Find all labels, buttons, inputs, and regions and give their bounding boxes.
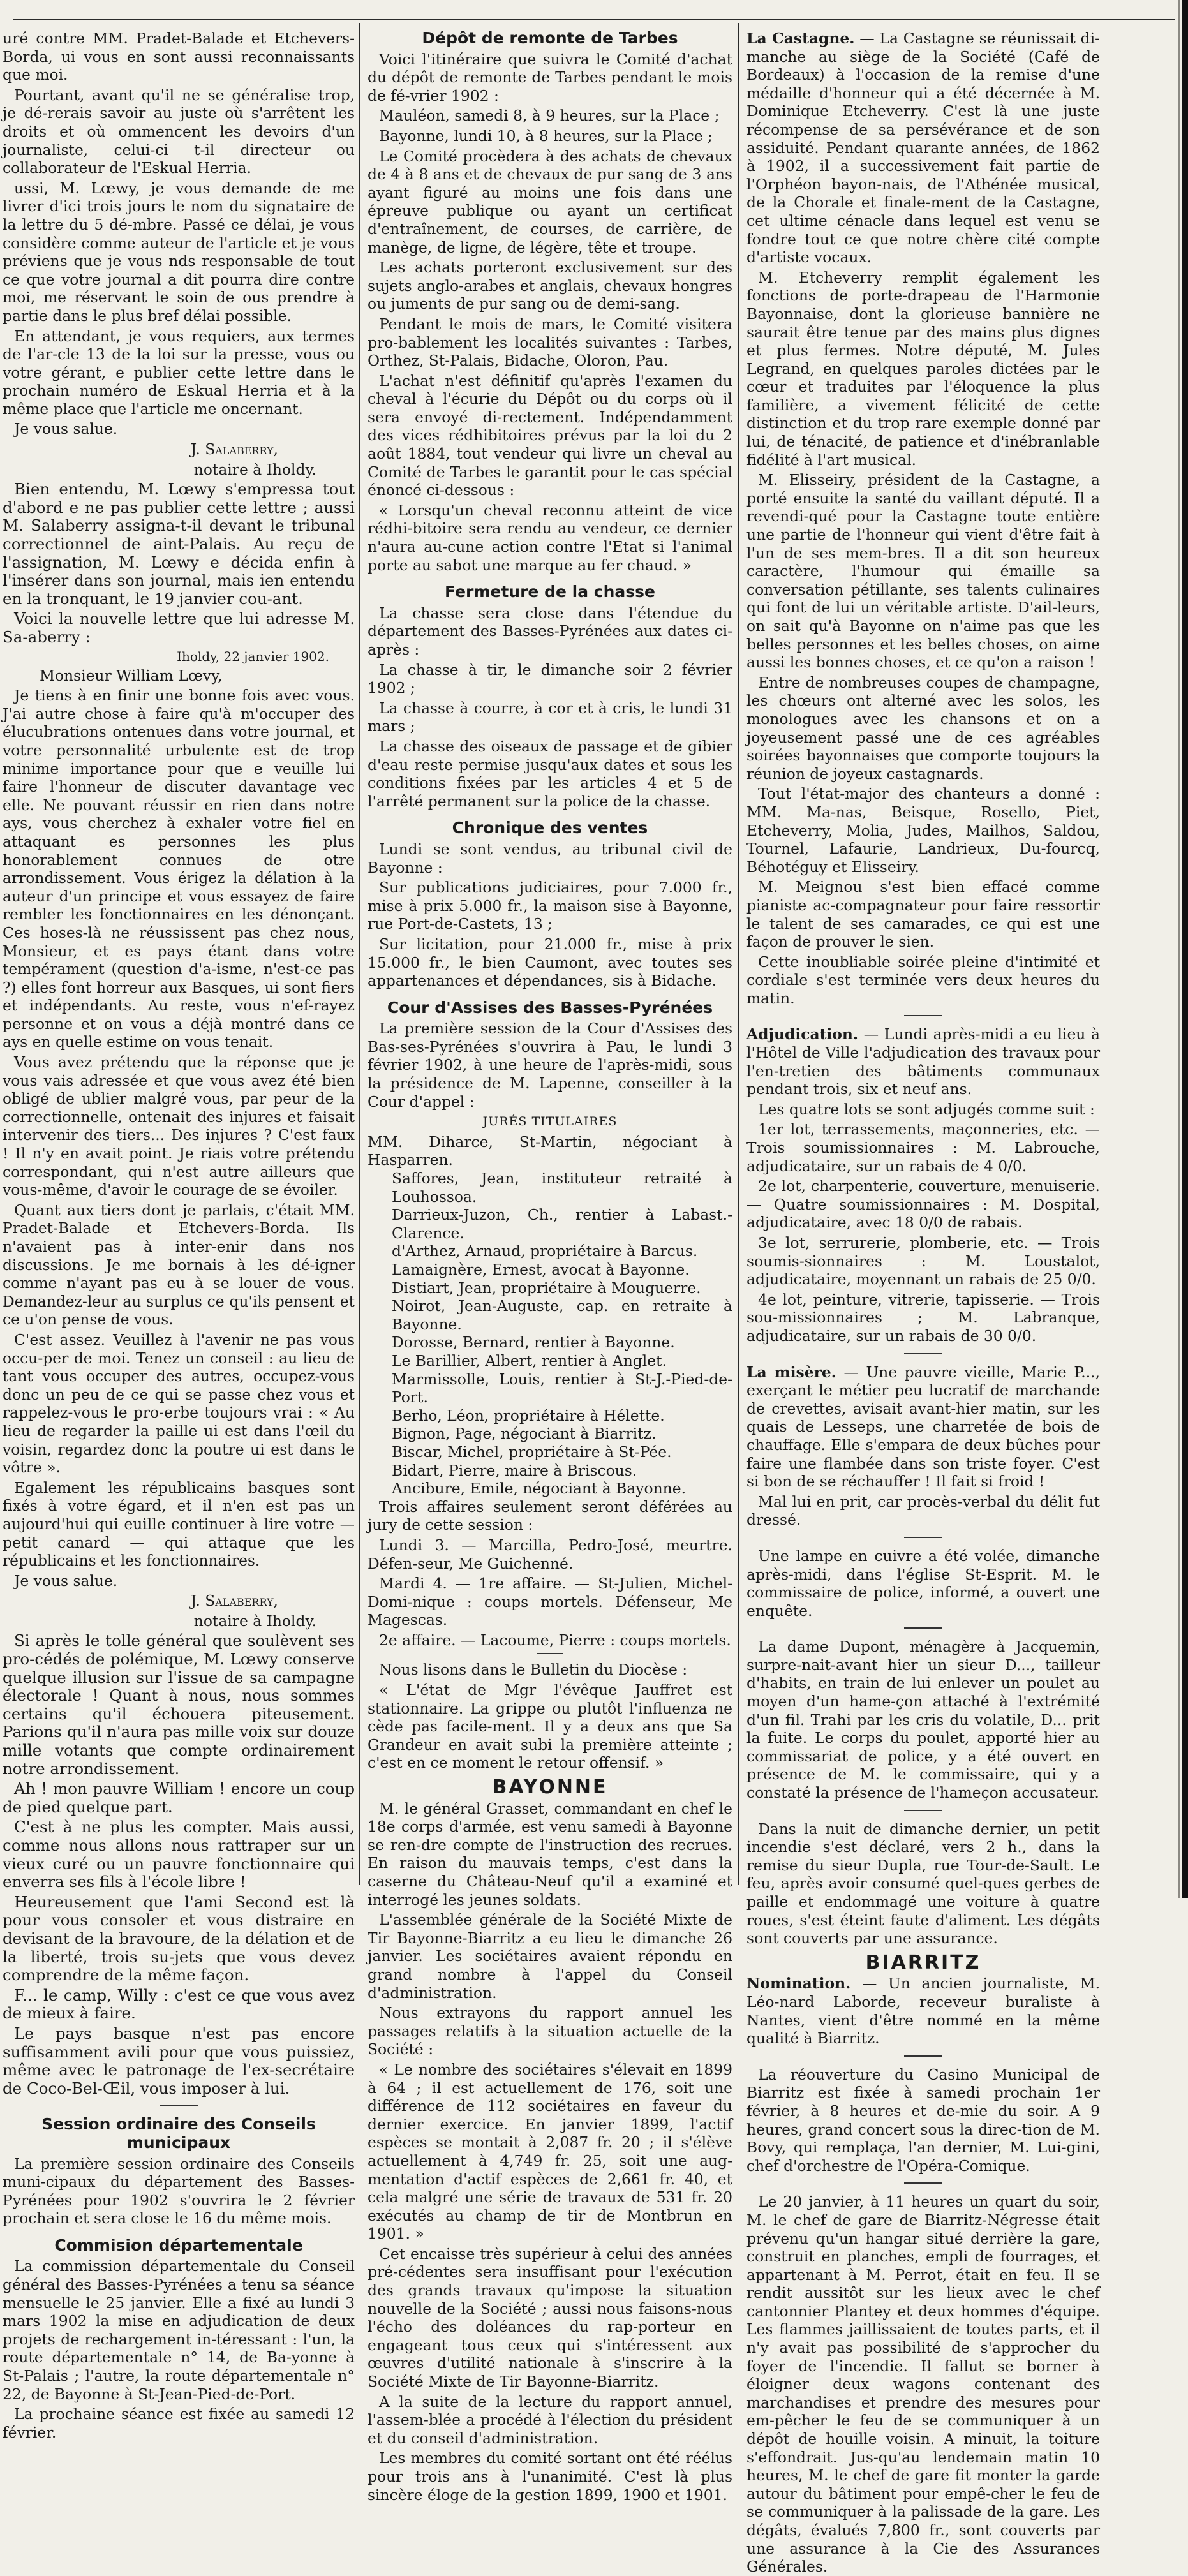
- column-rule-1: [359, 23, 360, 1885]
- list-item: Le Barillier, Albert, rentier à Anglet.: [392, 1351, 667, 1370]
- paragraph: La réouverture du Casino Municipal de Biarritz est fixée à samedi prochain 1er février, à 8 heures et de-mie du soir. A 9 heures, grand concert sous la direc-tion de M. Bovy, qui remplaça, l'an dernier, M. Lui-gini, chef d'orchestre de l'Opéra-Comique.: [746, 2065, 1100, 2175]
- signature-title: notaire à Iholdy.: [193, 460, 316, 478]
- jures-title: JURÉS TITULAIRES: [482, 1114, 618, 1129]
- paragraph: La chasse des oiseaux de passage et de gibier d'eau reste permise jusqu'aux dates et sous les conditions fixées par les articles 4 et 5 de l'arrêté permanent sur la police de la chasse.: [368, 737, 732, 810]
- paragraph: La chasse sera close dans l'étendue du département des Basses-Pyrénées aux dates ci-après :: [368, 603, 732, 658]
- paragraph: Mauléon, samedi 8, à 9 heures, sur la Place ;: [379, 107, 720, 125]
- column-1: [3, 29, 355, 2441]
- paragraph: En attendant, je vous requiers, aux termes de l'ar-cle 13 de la loi sur la presse, vous ou votre gérant, e publier cette lettre dans le prochain numéro de Eskual Herria et à la même place que l'article me oncernant.: [3, 327, 355, 418]
- paragraph: L'assemblée générale de la Société Mixte de Tir Bayonne-Biarritz a eu lieu le dimanche 26 janvier. Les sociétaires avaient répondu en grand nombre à l'appel du Conseil d'administration.: [368, 1911, 732, 2002]
- signature-name: J. Salaberry,: [190, 1592, 278, 1610]
- paragraph: 1er lot, terrassements, maçonneries, etc. — Trois soumissionnaires : M. Labrouche, adjudicataire, sur un rabais de 4 0/0.: [746, 1120, 1100, 1175]
- divider: [904, 2182, 942, 2184]
- paragraph: Entre de nombreuses coupes de champagne, les chœurs ont alterné avec les solos, les monologues avec les chansons et on a joyeusement passé une de ces agréables soirées bayonnaises que comporte toujours la réunion de joyeux castagnards.: [746, 673, 1100, 783]
- paragraph: F... le camp, Willy : c'est ce que vous avez de mieux à faire.: [3, 1985, 355, 2023]
- list-item: Darrieux-Juzon, Ch., rentier à Labast.-Clarence.: [392, 1206, 732, 1242]
- kicker: La Castagne.: [746, 29, 855, 47]
- paragraph-adjudication: [746, 1025, 1100, 1098]
- paragraph: Lundi 3. — Marcilla, Pedro-José, meurtre. Défen-seur, Me Guichenné.: [368, 1536, 732, 1573]
- paragraph: Pendant le mois de mars, le Comité visitera pro-bablement les localités suivantes : Tarbes, Orthez, St-Palais, Bidache, Oloron, Pau.: [368, 315, 732, 370]
- list-item: Bignon, Page, négociant à Biarritz.: [392, 1425, 657, 1443]
- paragraph: Les quatre lots se sont adjugés comme suit :: [758, 1100, 1095, 1118]
- paragraph: La chasse à courre, à cor et à cris, le lundi 31 mars ;: [368, 699, 732, 736]
- divider: [904, 1810, 942, 1811]
- paragraph: Quant aux tiers dont je parlais, c'était MM. Pradet-Balade et Etchevers-Borda. Ils n'avaient pas à inter-enir dans nos discussions. Je me bornais à les dé-igner comme n'ayant pas eu à se louer de vous. Demandez-leur au surplus ce qu'ils pensent et ce u'on pense de vous.: [3, 1201, 355, 1329]
- paragraph: Nous extrayons du rapport annuel les passages relatifs à la situation actuelle de la Société :: [368, 2004, 732, 2059]
- heading-commission: Commision départementale: [54, 2235, 303, 2254]
- heading-chronique-ventes: Chronique des ventes: [452, 818, 648, 838]
- divider: [537, 1653, 563, 1654]
- page-edge: [1182, 0, 1188, 1898]
- paragraph-text: — Lundi après-midi a eu lieu à l'Hôtel de Ville l'adjudication des travaux pour l'en-tretien des bâtiments communaux pendant trois, six et neuf ans.: [746, 1025, 1100, 1099]
- paragraph: Cette inoubliable soirée pleine d'intimité et cordiale s'est terminée vers deux heures du matin.: [746, 952, 1100, 1007]
- heading-session-conseils: Session ordinaire des Conseils municipaux: [41, 2115, 316, 2152]
- paragraph-misere: [746, 1363, 1100, 1491]
- paragraph: Dans la nuit de dimanche dernier, un petit incendie s'est déclaré, vers 2 h., dans la remise du sieur Dupla, rue Tour-de-Sault. Le feu, après avoir consumé quel-ques gerbes de paille et endommagé une voiture à quatre roues, s'est éteint faute d'aliment. Les dégâts sont couverts par une assurance.: [746, 1819, 1100, 1948]
- paragraph: Le Comité procèdera à des achats de chevaux de 4 à 8 ans et de chevaux de pur sang de 3 ans ayant figuré au moins une fois dans une épreuve publique ou ayant un certificat d'entraînement, de courses, de carrière, de manège, de ligne, de légère, tête et troupe.: [368, 147, 732, 256]
- paragraph: Une lampe en cuivre a été volée, dimanche après-midi, dans l'église St-Esprit. M. le commissaire de police, informé, a ouvert une enquête.: [746, 1546, 1100, 1620]
- paragraph: Ah ! mon pauvre William ! encore un coup de pied quelque part.: [3, 1779, 355, 1816]
- paragraph: M. Meignou s'est bien effacé comme pianiste ac-compagnateur pour faire ressortir le talent de ses camarades, ce qui est une façon de prouver le sien.: [746, 878, 1100, 951]
- kicker: La misère.: [746, 1363, 836, 1381]
- heading-cour-assises: Cour d'Assises des Basses-Pyrénées: [387, 998, 713, 1017]
- paragraph: L'achat n'est définitif qu'après l'examen du cheval à l'écurie du Dépôt ou du corps où il sera envoyé di-rectement. Indépendamment des vices rédhibitoires prévus par la loi du 2 août 1884, tout vendeur qui livre un cheval au Comité de Tarbes le garantit pour le cas spécial énoncé ci-dessous :: [368, 371, 732, 500]
- paragraph: Sur licitation, pour 21.000 fr., mise à prix 15.000 fr., le bien Caumont, avec toutes ses appartenances et dépendances, sis à Bidache.: [368, 935, 732, 990]
- list-item: Biscar, Michel, propriétaire à St-Pée.: [392, 1442, 672, 1461]
- paragraph: Bayonne, lundi 10, à 8 heures, sur la Place ;: [379, 126, 713, 145]
- paragraph: Les achats porteront exclusivement sur des sujets anglo-arabes et anglais, chevaux hongres ou juments de pur sang ou de demi-sang.: [368, 258, 732, 313]
- paragraph: La dame Dupont, ménagère à Jacquemin, surpre-nait-avant hier un sieur D..., tailleur d'habits, en train de lui enlever un poulet au moyen d'un hame-çon attaché à l'extrémité d'un fil. Trahi par les cris du volatile, D... prit la fuite. Le corps du poulet, apporté hier au commissariat de police, y a été ouvert en présence de M. le commissaire, qui y a constaté la présence de l'hameçon accusateur.: [746, 1638, 1100, 1802]
- column-rule-2: [738, 23, 739, 1885]
- paragraph-text: — Un ancien journaliste, M. Léo-nard Laborde, receveur buraliste à Nantes, vient d'être nommé en la même qualité à Biarritz.: [746, 1974, 1101, 2048]
- list-item: Lamaignère, Ernest, avocat à Bayonne.: [392, 1261, 690, 1278]
- paragraph: Je vous salue.: [14, 1571, 118, 1590]
- paragraph: Pourtant, avant qu'il ne se généralise trop, je dé-rerais savoir au juste où s'arrêtent les droits et où ommencent les devoirs d'un journaliste, celui-ci t-il directeur ou collaborateur de l'Eskual Herria.: [3, 85, 355, 177]
- paragraph: Voici la nouvelle lettre que lui adresse M. Sa-aberry :: [3, 609, 355, 646]
- paragraph: Mal lui en prit, car procès-verbal du délit fut dressé.: [746, 1492, 1100, 1529]
- paragraph: Vous avez prétendu que la réponse que je vous vais adressée et que vous avez été bien obligé de ublier malgré vous, par peur de la correctionnelle, ontenait des injures et faisait intervenir des tiers... Des injures ? C'est faux ! Il n'y en avait point. Je riais votre prétendu correspondant, qui n'est autre ailleurs que vous-même, d'avoir le courage de se évoiler.: [3, 1053, 355, 1199]
- paragraph: Heureusement que l'ami Second est là pour vous consoler et vous distraire en devisant de la bravoure, de la délation et de la liberté, trois su-jets que vous devez comprendre de la même façon.: [3, 1892, 355, 1985]
- paragraph: Tout l'état-major des chanteurs a donné : MM. Ma-nas, Beisque, Rosello, Piet, Etcheverry, Molia, Judes, Mailhos, Saldou, Tournel, Lafaurie, Landrieux, Du-fourcq, Béhotéguy et Elisseiry.: [746, 785, 1100, 876]
- divider: [904, 2055, 942, 2057]
- paragraph: 3e lot, serrurerie, plomberie, etc. — Trois soumis-sionnaires : M. Loustalot, adjudicataire, moyennant un rabais de 25 0/0.: [746, 1234, 1100, 1289]
- signature-name: J. Salaberry,: [190, 440, 278, 459]
- column-2: [368, 29, 732, 2504]
- list-item: Bidart, Pierre, maire à Briscous.: [392, 1461, 637, 1479]
- paragraph: Les membres du comité sortant ont été réélus pour trois ans à l'unanimité. C'est là plus sincère éloge de la gestion 1899, 1900 et 1901.: [368, 2449, 732, 2504]
- salutation: Monsieur William Lœvy,: [40, 666, 223, 685]
- list-item: Marmissolle, Louis, rentier à St-J.-Pied-de-Port.: [392, 1370, 732, 1407]
- paragraph: Le 20 janvier, à 11 heures un quart du soir, M. le chef de gare de Biarritz-Négresse était prévenu qu'un hangar situé derrière la gare, construit en planches, empli de fourrages, et appartenant à M. Perrot, était en feu. Il se rendit aussitôt sur les lieux avec le chef cantonnier Plantey et deux hommes d'équipe. Les flammes jaillissaient de toutes parts, et il n'y avait pas possibilité de s'approcher du foyer de l'incendie. Il fallut se borner à éloigner deux wagons contenant des marchandises et prendre des mesures pour em-pêcher le feu de se communiquer à un dépôt de houille voisin. A minuit, la toiture s'effondrait. Jus-qu'au lendemain matin 10 heures, M. le chef de gare fit monter la garde autour du bâtiment pour empê-cher le feu de se communiquer à la palissade de la gare. Les dégâts, évalués 7,800 fr., sont couverts par une assurance à la Cie des Assurances Générales.: [746, 2193, 1100, 2576]
- list-item: Noirot, Jean-Auguste, cap. en retraite à Bayonne.: [392, 1297, 732, 1333]
- heading-fermeture-chasse: Fermeture de la chasse: [445, 582, 655, 602]
- paragraph: La prochaine séance est fixée au samedi 12 février.: [3, 2405, 355, 2441]
- paragraph: « L'état de Mgr l'évêque Jauffret est stationnaire. La grippe ou plutôt l'influenza ne cède pas facile-ment. Il y a deux ans que Sa Grandeur en avait subi la première atteinte ; c'est en ce moment le retour offensif. »: [368, 1681, 732, 1772]
- divider: [904, 1537, 942, 1538]
- paragraph: 2e affaire. — Lacoume, Pierre : coups mortels.: [379, 1631, 731, 1649]
- paragraph: M. Etcheverry remplit également les fonctions de porte-drapeau de l'Harmonie Bayonnaise, dont la glorieuse bannière ne saurait être tenue par des mains plus dignes et plus fermes. Notre député, M. Jules Legrand, en quelques paroles dictées par le cœur et traduites par l'éloquence la plus familière, a vivement félicité de cette distinction et du trop rare exemple donné par lui, de ténacité, de patience et d'inébranlable fidélité à l'art musical.: [746, 268, 1100, 469]
- heading-depot-remonte: Dépôt de remonte de Tarbes: [422, 29, 678, 47]
- paragraph: La commission départementale du Conseil général des Basses-Pyrénées a tenu sa séance mensuelle le 25 janvier. Elle a fixé au lundi 3 mars 1902 la mise en adjudication de deux projets de rechargement in-téressant : l'un, la route départementale n° 14, de Ba-yonne à St-Palais ; l'autre, la route départementale n° 22, de Bayonne à St-Jean-Pied-de-Port.: [3, 2257, 355, 2403]
- list-item: Distiart, Jean, propriétaire à Mouguerre.: [392, 1278, 701, 1297]
- paragraph: Je vous salue.: [14, 420, 118, 438]
- paragraph: C'est assez. Veuillez à l'avenir ne pas vous occu-per de moi. Tenez un conseil : au lieu de tant vous occuper des autres, occupez-vous donc un peu de ce qui se passe chez vous et rappelez-vous le pro-erbe toujours vrai : « Au lieu de regarder la paille ui est dans l'œil du voisin, regardez donc la poutre ui est dans le vôtre ».: [3, 1330, 355, 1477]
- list-item: Dorosse, Bernard, rentier à Bayonne.: [392, 1333, 675, 1352]
- paragraph: « Lorsqu'un cheval reconnu atteint de vice rédhi-bitoire sera rendu au vendeur, ce dernier n'aura au-cune action contre l'Etat si l'animal porte au sabot une marque au fer chaud. »: [368, 501, 732, 574]
- paragraph: Si après le tolle général que soulèvent ses pro-cédés de polémique, M. Lœwy conserve quelque illusion sur l'issue de sa campagne électorale ! Quant à nous, nous sommes certains qu'il échouera piteusement. Parions qu'il n'aura pas mille voix sur douze mille votants que compte ordinairement notre arrondissement.: [3, 1631, 355, 1778]
- heading-bayonne: BAYONNE: [492, 1776, 608, 1799]
- paragraph: Cet encaisse très supérieur à celui des années pré-cédentes sera insuffisant pour l'exécution des grands travaux qu'impose la situation nouvelle de la Société ; aussi nous faisons-nous l'écho des doléances du rap-porteur en engageant tous ceux qui s'intéressent aux œuvres d'utilité nationale à s'inscrire à la Société Mixte de Tir Bayonne-Biarritz.: [368, 2244, 732, 2391]
- paragraph: Sur publications judiciaires, pour 7.000 fr., mise à prix 5.000 fr., la maison sise à Bayonne, rue Port-de-Castets, 13 ;: [368, 878, 732, 933]
- divider: [160, 2105, 198, 2106]
- paragraph: La première session ordinaire des Conseils muni-cipaux du département des Basses-Pyrénées pour 1902 s'ouvrira le 2 février prochain et sera close le 16 du même mois.: [3, 2154, 355, 2228]
- paragraph: Trois affaires seulement seront déférées au jury de cette session :: [368, 1497, 732, 1534]
- paragraph: M. Elisseiry, président de la Castagne, a porté ensuite la santé du vaillant député. Il a revendi-qué pour la Castagne toute entière une partie de l'honneur qui vient d'être fait à l'un de ses mem-bres. Il a dit son heureux caractère, l'humour qui émaille sa conversation pétillante, ses talents culinaires qui font de lui un véritable artiste. D'ail-leurs, on sait qu'à Bayonne on n'aime pas que les belles personnes et les belles choses, on aime aussi les bonnes choses, et ce qu'on a raison !: [746, 471, 1100, 672]
- signature-title: notaire à Iholdy.: [193, 1611, 316, 1630]
- paragraph: 2e lot, charpenterie, couverture, menuiserie. — Quatre soumissionnaires : M. Dospital, adjudicataire, avec 18 0/0 de rabais.: [746, 1177, 1100, 1232]
- list-item: MM. Diharce, St-Martin, négociant à Hasparren.: [368, 1132, 732, 1169]
- paragraph: C'est à ne plus les compter. Mais aussi, comme nous allons nous rattraper sur un vieux curé ou un pauvre fonctionnaire qui enverra ses fils à l'école libre !: [3, 1817, 355, 1891]
- paragraph: Egalement les républicains basques sont fixés à votre égard, et il n'en est pas un aujourd'hui qui euille continuer à lire votre — petit canard — qui attaque que les républicains et les fonctionnaires.: [3, 1478, 355, 1570]
- top-rule: [13, 19, 1175, 20]
- paragraph: A la suite de la lecture du rapport annuel, l'assem-blée a procédé à l'élection du président et du conseil d'administration.: [368, 2392, 732, 2447]
- kicker: Nomination.: [746, 1974, 851, 1993]
- page-edge-shadow: [1178, 0, 1180, 1898]
- paragraph: M. le général Grasset, commandant en chef le 18e corps d'armée, est venu samedi à Bayonne se ren-dre compte de l'instruction des recrues. En raison du mauvais temps, c'est dans la caserne du Château-Neuf qu'il a examiné et interrogé les jeunes soldats.: [368, 1799, 732, 1909]
- paragraph: Lundi se sont vendus, au tribunal civil de Bayonne :: [368, 840, 732, 877]
- paragraph: Le pays basque n'est pas encore suffisamment avili pour que vous puissiez, même avec le patronage de l'ex-secrétaire de Coco-Bel-Œil, vous imposer à lui.: [3, 2024, 355, 2098]
- dateline: Iholdy, 22 janvier 1902.: [177, 648, 329, 664]
- paragraph: « Le nombre des sociétaires s'élevait en 1899 à 64 ; il est actuellement de 176, soit une différence de 112 sociétaires en faveur du dernier exercice. En janvier 1899, l'actif espèces se montait à 2,087 fr. 20 ; il s'élève actuellement à 4,749 fr. 25, soit une aug-mentation d'actif espèces de 2,661 fr. 40, et cela malgré une série de travaux de 531 fr. 20 exécutés au champ de tir de Montbrun en 1901. »: [368, 2060, 732, 2243]
- paragraph-castagne: [746, 29, 1100, 267]
- paragraph: ussi, M. Lœwy, je vous demande de me livrer d'ici trois jours le nom du signataire de la lettre du 5 dé-mbre. Passé ce délai, je vous considère comme auteur de l'article et je vous préviens que je vous nds responsable de tout ce que votre journal a dit pourra dire contre moi, me réservant le soin de ous prendre à partie dans le plus bref délai possible.: [3, 179, 355, 325]
- paragraph: Mardi 4. — 1re affaire. — St-Julien, Michel-Domi-nique : coups mortels. Défenseur, Me Magescas.: [368, 1574, 732, 1629]
- paragraph: Je tiens à en finir une bonne fois avec vous. J'ai autre chose à faire qu'à m'occuper des élucubrations ontenues dans votre journal, et votre personnalité urbulente est de trop minime importance pour que e veuille lui faire l'honneur de discuter davantage vec elle. Ne pouvant réussir en rien dans notre ays, vous cherchez à exhaler votre fiel en attaquant es personnes les plus honorablement connues de otre arrondissement. Vous érigez la délation à la auteur d'un principe et vous essayez de faire rembler les fonctionnaires en les dénonçant. Ces hoses-là ne réussissent pas chez nous, Monsieur, et es pays étant dans votre tempérament (question d'a-isme, n'est-ce pas ?) elles font horreur aux Basques, ui sont fiers et indépendants. Au reste, vous n'ef-rayez personne et on vous a déjà montré dans ce ays en quelle estime on vous tenait.: [3, 686, 355, 1051]
- paragraph-text: — La Castagne se réunissait di-manche au siège de la Société (Café de Bordeaux) à l'occasion de la remise d'une médaille d'honneur qui a été décernée à M. Dominique Etcheverry. C'est là une juste récompense de sa persévérance et de son assiduité. Pendant quarante années, de 1862 à 1902, il a successivement fait partie de l'Orphéon bayon-nais, de l'Athénée musical, de la Chorale et finale-ment de la Castagne, cet ultime cénacle dans lequel est venu se fondre tout ce que notre chère cité compte d'artiste vocaux.: [746, 29, 1100, 267]
- jures-list: [368, 1133, 732, 1498]
- paragraph: 4e lot, peinture, vitrerie, tapisserie. — Trois sou-missionnaires ; M. Labranque, adjudicataire, sur un rabais de 30 0/0.: [746, 1290, 1100, 1345]
- heading-biarritz: BIARRITZ: [865, 1951, 981, 1974]
- list-item: d'Arthez, Arnaud, propriétaire à Barcus.: [392, 1242, 698, 1261]
- paragraph-nomination: [746, 1974, 1100, 2047]
- column-3: [746, 29, 1101, 2576]
- paragraph: Bien entendu, M. Lœwy s'empressa tout d'abord e ne pas publier cette lettre ; aussi M. Salaberry assigna-t-il devant le tribunal correctionnel de aint-Palais. Au reçu de l'assignation, M. Lœwy e décida enfin à l'insérer dans son journal, mais ien entendu en la tronquant, le 19 janvier cou-ant.: [3, 480, 355, 608]
- salaberry-letter-1: [3, 29, 355, 478]
- divider: [904, 1015, 942, 1016]
- list-item: Ancibure, Emile, négociant à Bayonne.: [392, 1479, 687, 1498]
- paragraph: uré contre MM. Pradet-Balade et Etchevers-Borda, ui vous en sont aussi reconnaissants que moi.: [3, 29, 355, 84]
- paragraph: Nous lisons dans le Bulletin du Diocèse :: [379, 1661, 688, 1679]
- kicker: Adjudication.: [746, 1025, 859, 1044]
- paragraph: La première session de la Cour d'Assises des Bas-ses-Pyrénées s'ouvrira à Pau, le lundi 3 février 1902, à une heure de l'après-midi, sous la présidence de M. Lapenne, conseiller à la Cour d'appel :: [368, 1019, 732, 1111]
- divider: [904, 1627, 942, 1629]
- list-item: Saffores, Jean, instituteur retraité à Louhossoa.: [392, 1169, 732, 1206]
- list-item: Berho, Léon, propriétaire à Hélette.: [392, 1406, 665, 1425]
- paragraph: La chasse à tir, le dimanche soir 2 février 1902 ;: [368, 660, 732, 697]
- divider: [904, 1353, 942, 1354]
- paragraph: Voici l'itinéraire que suivra le Comité d'achat du dépôt de remonte de Tarbes pendant le mois de fé-vrier 1902 :: [368, 50, 732, 105]
- paragraph-text: — Une pauvre vieille, Marie P..., exerçant le métier peu lucratif de marchande de crevettes, avisait avant-hier matin, sur les quais de Lesseps, une charretée de bois de chauffage. Elle s'empara de deux bûches pour faire une flambée dans son triste foyer. C'est si bon de se réchauffer ! Il fait si froid !: [746, 1363, 1100, 1491]
